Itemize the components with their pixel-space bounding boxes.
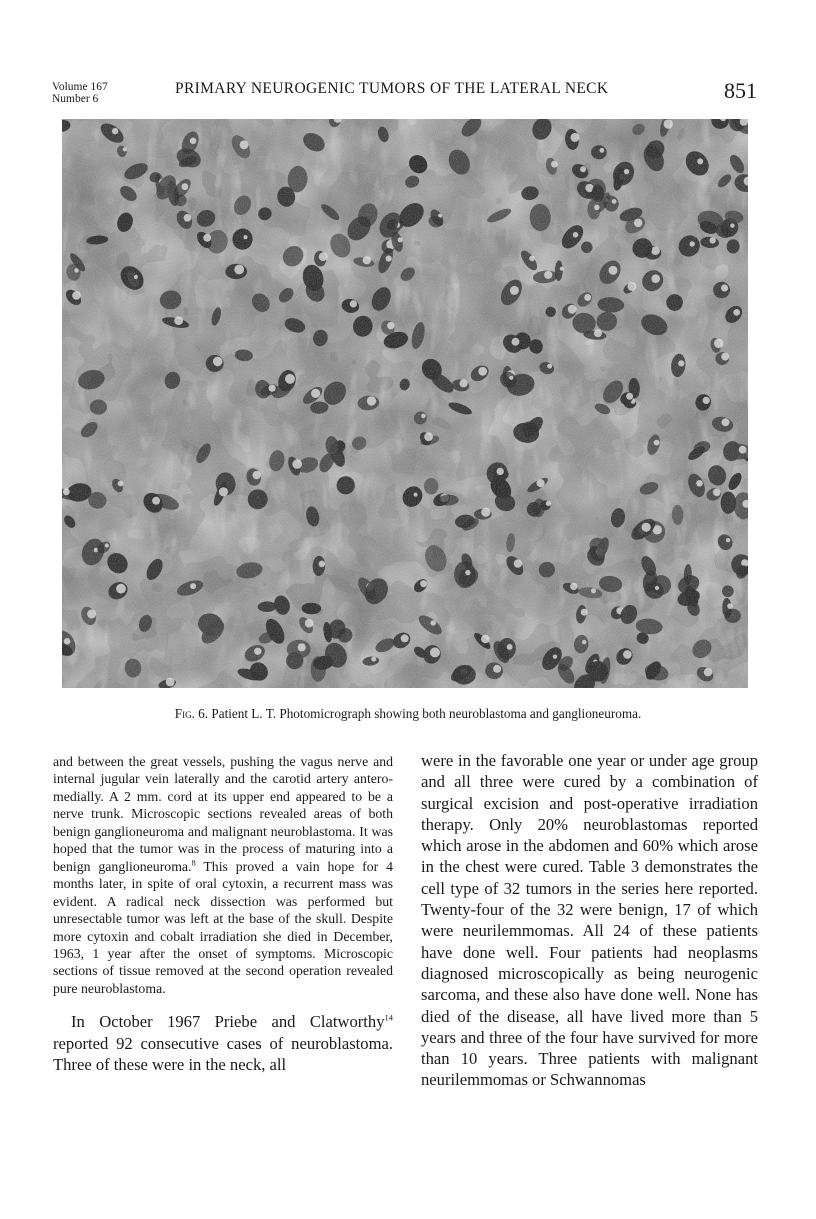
discussion-paragraph bbox=[53, 1011, 393, 1075]
volume-number-block bbox=[52, 81, 108, 105]
photomicrograph-figure bbox=[62, 119, 748, 688]
left-column bbox=[53, 753, 393, 1075]
discussion-text-head: In October 1967 Priebe and Clatworthy bbox=[71, 1012, 385, 1032]
case-report-text-continued: This proved a vain hope for 4 months later, in spite of oral cytoxin, a recurrent mass was evident. A radical neck dissection was performed but unresectable tumor was left at the base of the skull. Despite more cytoxin and cobalt irradiation she died in December, 1963, 1 year after the onset of symptoms. Microscopic sections of tissue removed at the second operation revealed pure neuroblastoma. bbox=[53, 858, 394, 996]
reference-superscript: 14 bbox=[384, 1012, 393, 1023]
photomicrograph-image bbox=[62, 119, 748, 688]
page-number: 851 bbox=[724, 78, 757, 103]
figure-label: Fig. 6. bbox=[174, 706, 209, 721]
discussion-text-tail: reported 92 consecutive cases of neuroblastoma. Three of these were in the neck, all bbox=[53, 1033, 393, 1074]
running-title: PRIMARY NEUROGENIC TUMORS OF THE LATERAL NECK bbox=[175, 80, 609, 97]
figure-caption-text: Patient L. T. Photomicrograph showing both neuroblastoma and ganglioneuroma. bbox=[211, 706, 642, 721]
case-report-text: and between the great vessels, pushing the vagus nerve and internal jugular vein laterally and the carotid artery antero-medially. A 2 mm. cord at its upper end appeared to be a nerve trunk. Microscopic sections revealed areas of both benign ganglioneuroma and malignant neuroblastoma. It was hoped that the tumor was in the process of maturing into a benign ganglioneuroma. bbox=[53, 754, 393, 874]
case-report-paragraph bbox=[53, 753, 393, 997]
issue-number-label: Number 6 bbox=[52, 93, 99, 105]
figure-caption bbox=[0, 706, 816, 722]
discussion-paragraph-continued: were in the favorable one year or under age group and all three were cured by a combination of surgical excision and post-operative irradiation therapy. Only 20% neuroblastomas reported which arose in the abdomen and 60% which arose in the chest were cured. Table 3 demonstrates the cell type of 32 tumors in the series here reported. Twenty-four of the 32 were benign, 17 of which were neurilemmomas. All 24 of these patients have done well. Four patients had neoplasms diagnosed microscopically as being neurogenic sarcoma, and these also have done well. None has died of the disease, all have lived more than 5 years and three of the four have survived for more than 10 years. Three patients with malignant neurilemmomas or Schwannomas bbox=[421, 751, 758, 1090]
right-column bbox=[421, 750, 758, 1091]
reference-superscript: 8 bbox=[191, 857, 196, 868]
volume-label: Volume 167 bbox=[52, 81, 108, 93]
